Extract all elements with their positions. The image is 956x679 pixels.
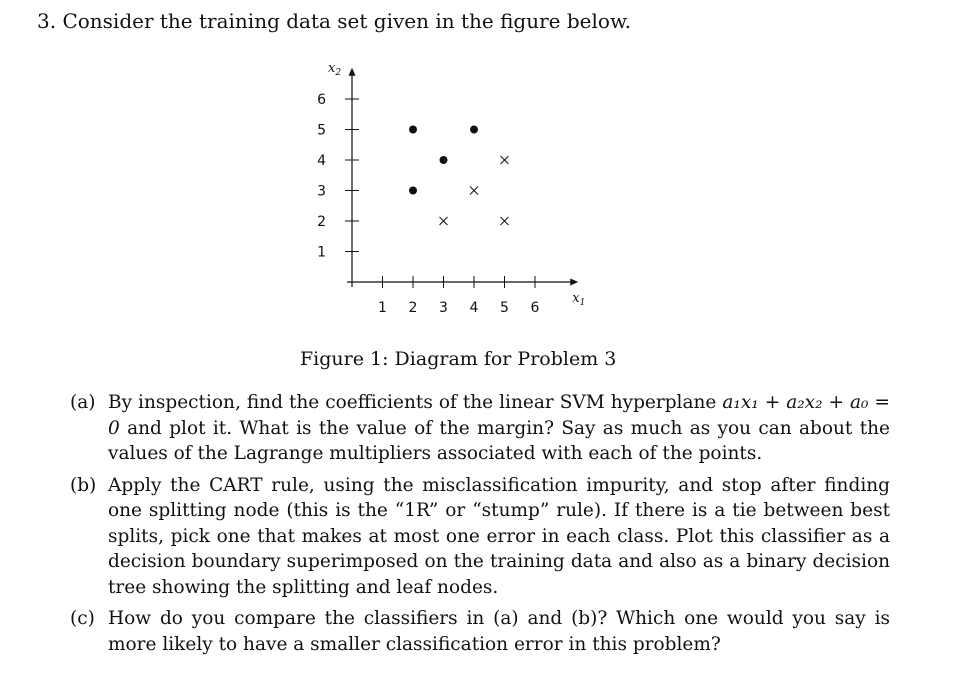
y-tick-label: 5 (317, 122, 326, 139)
y-tick-label: 3 (317, 183, 326, 200)
data-point-cross (501, 217, 509, 225)
x-axis-label: $x_1$ (572, 291, 586, 308)
y-tick-label: 1 (317, 244, 326, 261)
part-text (108, 390, 890, 467)
x-tick-label: 6 (530, 300, 540, 316)
part-letter: (a) (70, 392, 96, 413)
problem-heading: 3. Consider the training data set given in the figure below. (37, 9, 632, 33)
part-letter: (b) (70, 474, 97, 496)
data-point-cross (470, 187, 478, 195)
x-axis-arrow (570, 279, 578, 286)
data-point-cross (501, 156, 509, 164)
scatter-plot (290, 52, 590, 332)
x-tick-label: 3 (439, 300, 448, 316)
part-b (70, 473, 890, 601)
x-tick-label: 2 (408, 300, 418, 316)
y-tick-label: 2 (317, 214, 326, 230)
data-point-dot (440, 156, 448, 164)
y-tick-label: 6 (317, 92, 326, 108)
figure-caption: Figure 1: Diagram for Problem 3 (300, 348, 617, 370)
data-point-dot (470, 126, 478, 134)
y-axis-label: $x_2$ (328, 60, 342, 78)
part-letter: (c) (70, 608, 95, 629)
part-a-text-before: By inspection, find the coefficients of the linear SVM hyperplane (108, 392, 723, 413)
x-tick-label: 4 (469, 300, 479, 316)
figure-scatter-plot (290, 52, 590, 332)
part-a-text-after: and plot it. What is the value of the margin? Say as much as you can about the values of the Lagrange multipliers associated with each of the points. (108, 417, 890, 464)
y-tick-label: 4 (317, 153, 326, 169)
part-text: How do you compare the classifiers in (a) and (b)? Which one would you say is more likely to have a smaller classification error in this problem? (108, 608, 890, 655)
x-tick-label: 5 (500, 300, 509, 316)
y-axis-arrow (349, 68, 356, 76)
data-point-cross (440, 217, 448, 225)
part-c (70, 606, 890, 657)
data-point-dot (409, 187, 417, 195)
x-tick-label: 1 (378, 300, 387, 316)
problem-parts (70, 390, 890, 663)
part-a (70, 390, 890, 467)
part-text: Apply the CART rule, using the misclassification impurity, and stop after finding one splitting node (this is the “1R” or “stump” rule). If there is a tie between best splits, pick one that makes at most one error in each class. Plot this classifier as a decision boundary superimposed on the training data and also as a binary decision tree showing the splitting and leaf nodes. (108, 474, 890, 598)
data-point-dot (409, 126, 417, 134)
hyperplane-equation: a₁x₁ + a₂x₂ + a₀ = 0 (108, 392, 890, 439)
